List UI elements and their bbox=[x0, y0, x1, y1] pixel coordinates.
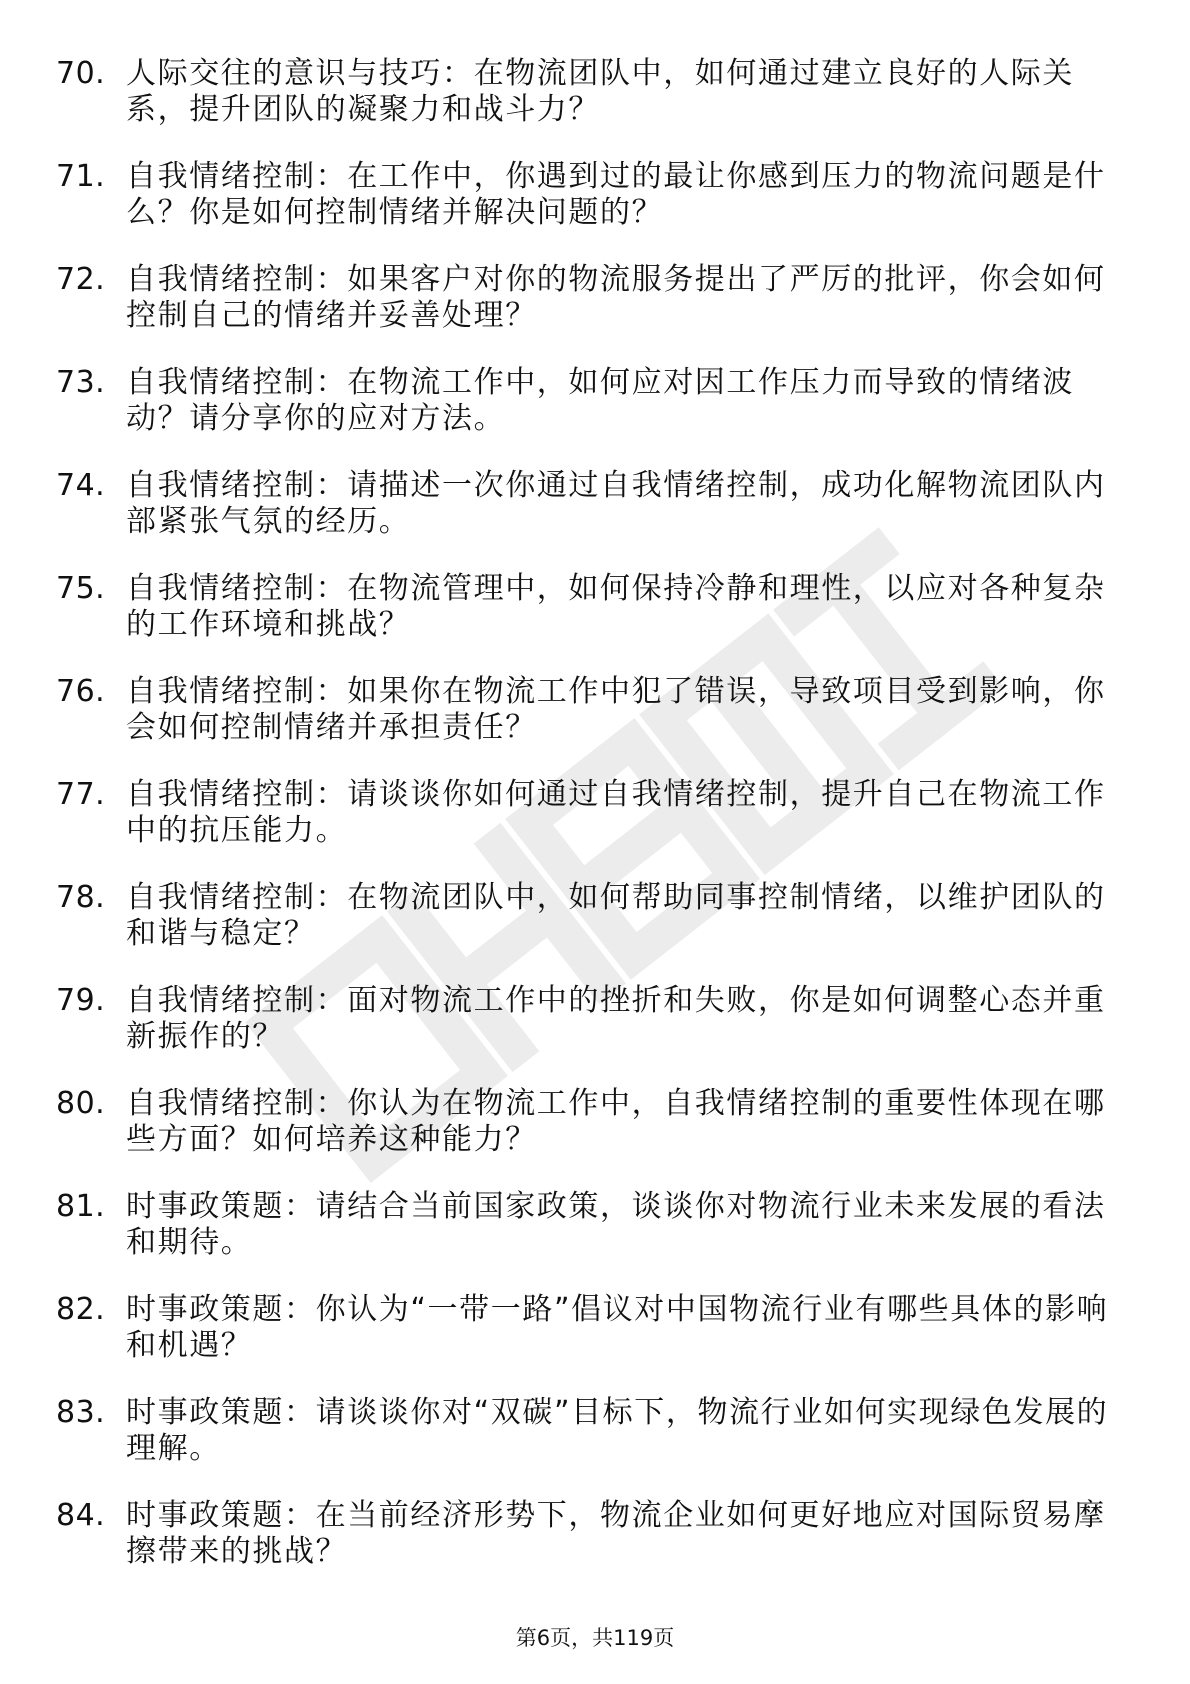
list-item bbox=[56, 468, 1116, 540]
list-item bbox=[56, 1086, 1116, 1158]
question-text: 时事政策题：在当前经济形势下，物流企业如何更好地应对国际贸易摩擦带来的挑战？ bbox=[126, 1498, 1106, 1569]
question-number: 79. bbox=[56, 983, 106, 1018]
question-number: 83. bbox=[56, 1395, 106, 1430]
list-item bbox=[56, 1498, 1116, 1570]
question-text: 人际交往的意识与技巧：在物流团队中，如何通过建立良好的人际关系，提升团队的凝聚力和战斗力？ bbox=[126, 56, 1074, 127]
question-number: 84. bbox=[56, 1498, 106, 1533]
question-number: 82. bbox=[56, 1292, 106, 1327]
list-item bbox=[56, 571, 1116, 643]
question-text: 自我情绪控制：如果你在物流工作中犯了错误，导致项目受到影响，你会如何控制情绪并承担责任？ bbox=[126, 674, 1106, 745]
question-number: 81. bbox=[56, 1189, 106, 1224]
list-item bbox=[56, 1189, 1116, 1261]
list-item bbox=[56, 674, 1116, 746]
question-number: 77. bbox=[56, 777, 106, 812]
question-text: 自我情绪控制：在物流团队中，如何帮助同事控制情绪，以维护团队的和谐与稳定？ bbox=[126, 880, 1106, 951]
question-number: 72. bbox=[56, 262, 106, 297]
question-number: 78. bbox=[56, 880, 106, 915]
question-text: 自我情绪控制：请谈谈你如何通过自我情绪控制，提升自己在物流工作中的抗压能力。 bbox=[126, 777, 1106, 848]
list-item bbox=[56, 777, 1116, 849]
list-item bbox=[56, 880, 1116, 952]
list-item bbox=[56, 262, 1116, 334]
question-text: 自我情绪控制：在物流管理中，如何保持冷静和理性，以应对各种复杂的工作环境和挑战？ bbox=[126, 571, 1106, 642]
question-number: 74. bbox=[56, 468, 106, 503]
question-number: 75. bbox=[56, 571, 106, 606]
question-number: 76. bbox=[56, 674, 106, 709]
question-number: 70. bbox=[56, 56, 106, 91]
question-list bbox=[56, 56, 1116, 1601]
question-text: 自我情绪控制：你认为在物流工作中，自我情绪控制的重要性体现在哪些方面？如何培养这种能力？ bbox=[126, 1086, 1106, 1157]
list-item bbox=[56, 1292, 1116, 1364]
question-number: 73. bbox=[56, 365, 106, 400]
question-text: 自我情绪控制：面对物流工作中的挫折和失败，你是如何调整心态并重新振作的？ bbox=[126, 983, 1106, 1054]
question-text: 时事政策题：你认为“一带一路”倡议对中国物流行业有哪些具体的影响和机遇？ bbox=[126, 1292, 1109, 1363]
list-item bbox=[56, 1395, 1116, 1467]
question-text: 自我情绪控制：在工作中，你遇到过的最让你感到压力的物流问题是什么？你是如何控制情绪并解决问题的？ bbox=[126, 159, 1106, 230]
list-item bbox=[56, 56, 1116, 128]
question-text: 自我情绪控制：请描述一次你通过自我情绪控制，成功化解物流团队内部紧张气氛的经历。 bbox=[126, 468, 1106, 539]
question-number: 80. bbox=[56, 1086, 106, 1121]
list-item bbox=[56, 159, 1116, 231]
question-text: 自我情绪控制：如果客户对你的物流服务提出了严厉的批评，你会如何控制自己的情绪并妥善处理？ bbox=[126, 262, 1106, 333]
list-item bbox=[56, 983, 1116, 1055]
question-text: 时事政策题：请谈谈你对“双碳”目标下，物流行业如何实现绿色发展的理解。 bbox=[126, 1395, 1109, 1466]
list-item bbox=[56, 365, 1116, 437]
question-number: 71. bbox=[56, 159, 106, 194]
question-text: 自我情绪控制：在物流工作中，如何应对因工作压力而导致的情绪波动？请分享你的应对方法。 bbox=[126, 365, 1074, 436]
page-footer: 第6页，共119页 bbox=[515, 1626, 675, 1650]
question-text: 时事政策题：请结合当前国家政策，谈谈你对物流行业未来发展的看法和期待。 bbox=[126, 1189, 1106, 1260]
